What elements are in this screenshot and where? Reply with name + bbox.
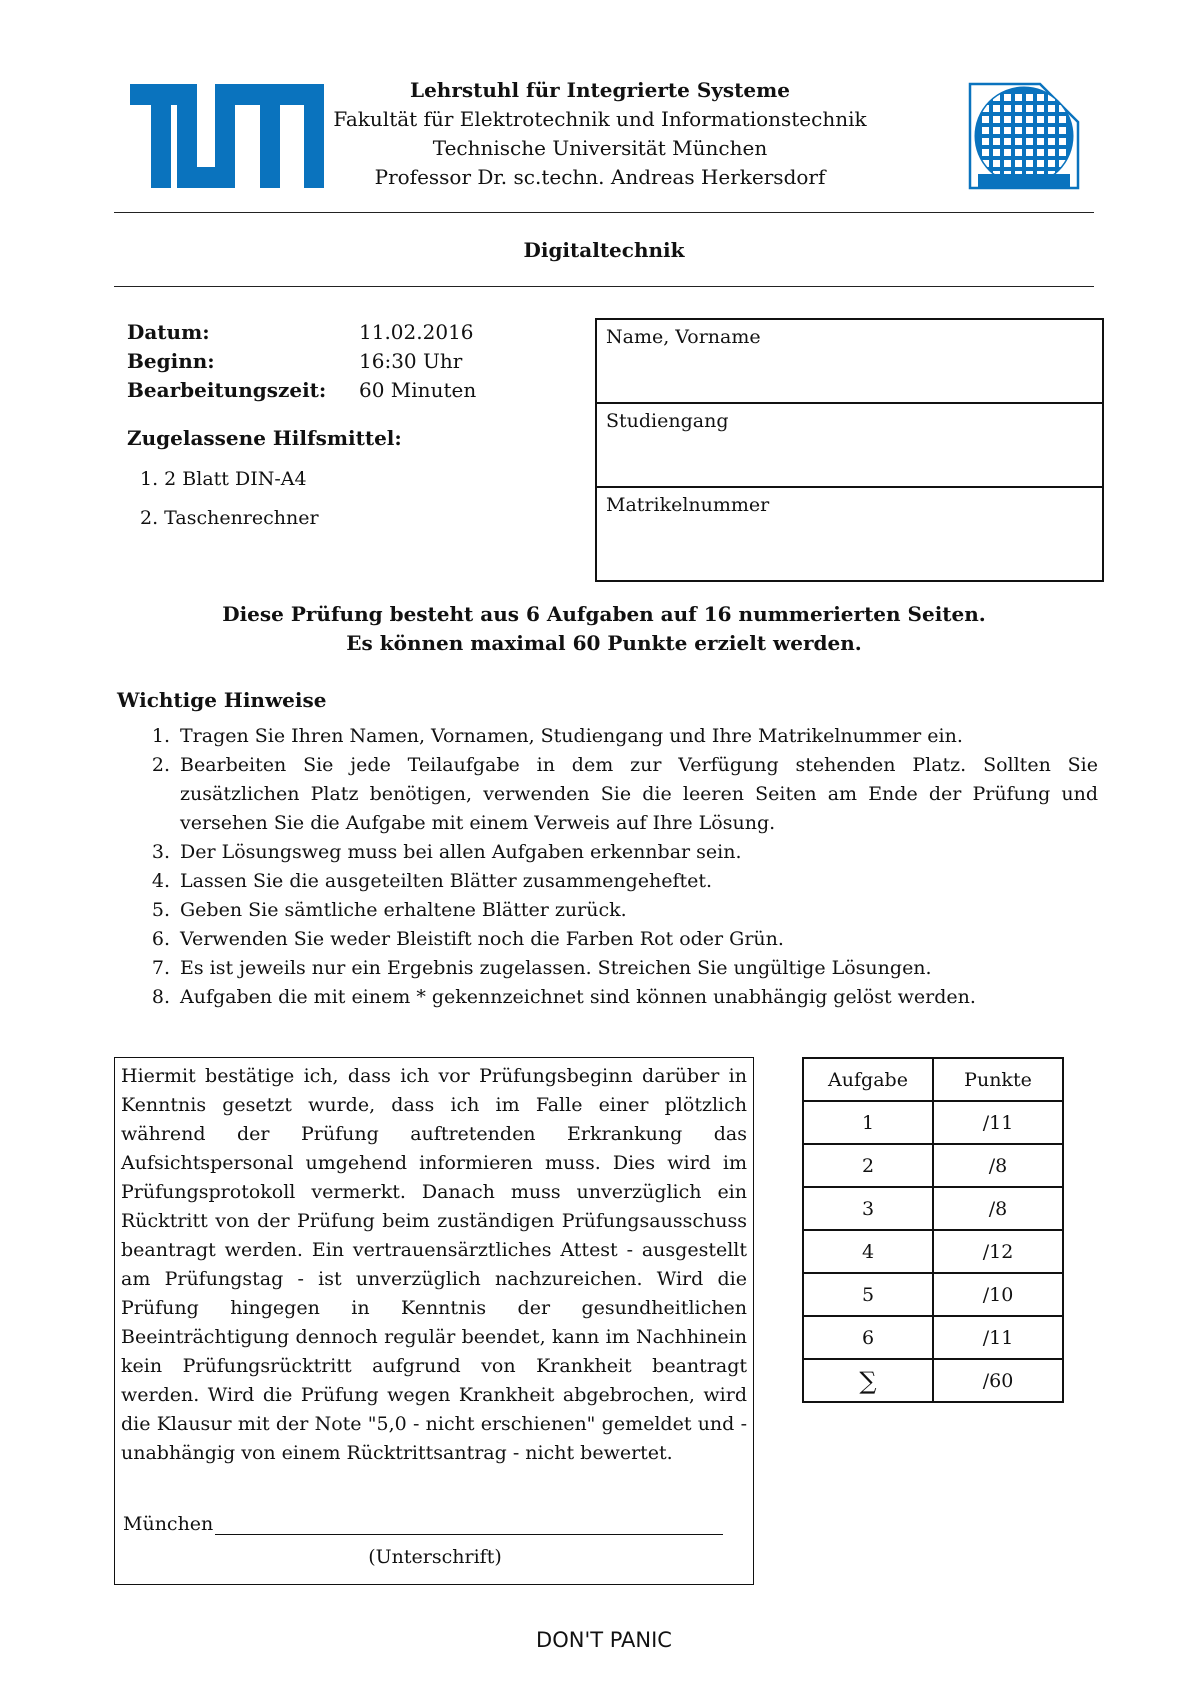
- points-cell[interactable]: /11: [933, 1101, 1063, 1144]
- wafer-die: [1004, 127, 1011, 134]
- wafer-die: [1004, 149, 1011, 156]
- matriculation-field-label: Matrikelnummer: [606, 494, 770, 516]
- summary-line: Es können maximal 60 Punkte erzielt werden.: [346, 631, 862, 655]
- list-text: Geben Sie sämtliche erhaltene Blätter zurück.: [180, 899, 627, 921]
- wafer-die: [1037, 94, 1044, 101]
- wafer-die: [1048, 105, 1055, 112]
- wafer-die: [1026, 116, 1033, 123]
- list-item: [130, 896, 1098, 925]
- wafer-die: [1015, 94, 1022, 101]
- list-item: [130, 983, 1098, 1012]
- declaration-text: Hiermit bestätige ich, dass ich vor Prüfungsbeginn darüber in Kenntnis gesetzt wurde, dass ich im Falle einer plötzlich während der Prüfung auftretenden Erkrankung das Aufsichtspersonal umgehend informieren muss. Dies wird im Prüfungsprotokoll vermerkt. Danach muss unverzüglich ein Rücktritt von der Prüfung beim zuständigen Prüfungsausschuss beantragt werden. Ein vertrauensärztliches Attest - ausgestellt am Prüfungstag - ist unverzüglich nachzureichen. Wird die Prüfung hingegen in Kenntnis der gesundheitlichen Beeinträchtigung dennoch regulär beendet, kann im Nachhinein kein Prüfungsrücktritt aufgrund von Krankheit beantragt werden. Wird die Prüfung wegen Krankheit abgebrochen, wird die Klausur mit der Note "5,0 - nicht erschienen" gemeldet und - unabhängig von einem Rücktrittsantrag - nicht bewertet.: [121, 1065, 747, 1464]
- wafer-die: [1026, 105, 1033, 112]
- wafer-die: [1059, 94, 1066, 101]
- task-cell: 4: [803, 1230, 933, 1273]
- column-header: Aufgabe: [803, 1058, 933, 1101]
- wafer-die: [993, 127, 1000, 134]
- points-cell[interactable]: /8: [933, 1144, 1063, 1187]
- professor-name: Professor Dr. sc.techn. Andreas Herkersdorf: [374, 165, 826, 189]
- summary-line: Diese Prüfung besteht aus 6 Aufgaben auf 16 nummerierten Seiten.: [222, 602, 986, 626]
- signature-city: München: [123, 1513, 214, 1535]
- wafer-die: [1059, 149, 1066, 156]
- signature-field[interactable]: [215, 1510, 723, 1535]
- program-field-label: Studiengang: [606, 410, 729, 432]
- score-table: [802, 1057, 1064, 1403]
- wafer-die: [982, 94, 989, 101]
- list-item: [130, 925, 1098, 954]
- wafer-die: [982, 138, 989, 145]
- list-item: [130, 954, 1098, 983]
- wafer-die: [982, 149, 989, 156]
- list-text: Bearbeiten Sie jede Teilaufgabe in dem zur Verfügung stehenden Platz. Sollten Sie zusätzlichen Platz benötigen, verwenden Sie die leeren Seiten am Ende der Prüfung und versehen Sie die Aufgabe mit einem Verweis auf Ihre Lösung.: [180, 754, 1098, 834]
- table-row: [803, 1316, 1063, 1359]
- aids-item: 1. 2 Blatt DIN-A4: [140, 468, 307, 490]
- task-cell: 6: [803, 1316, 933, 1359]
- start-label: Beginn:: [127, 349, 215, 373]
- wafer-die: [1037, 149, 1044, 156]
- wafer-die: [1026, 160, 1033, 167]
- task-cell: 5: [803, 1273, 933, 1316]
- chair-name: Lehrstuhl für Integrierte Systeme: [410, 78, 790, 102]
- signature-caption: (Unterschrift): [368, 1546, 502, 1568]
- points-cell[interactable]: /8: [933, 1187, 1063, 1230]
- list-number: 5.: [151, 899, 170, 921]
- list-number: 8.: [151, 986, 170, 1008]
- table-row: [803, 1144, 1063, 1187]
- duration-label: Bearbeitungszeit:: [127, 378, 327, 402]
- list-number: 4.: [151, 870, 170, 892]
- wafer-die: [1026, 149, 1033, 156]
- name-field-label: Name, Vorname: [606, 326, 761, 348]
- duration-value: 60 Minuten: [359, 378, 477, 402]
- list-text: Verwenden Sie weder Bleistift noch die Farben Rot oder Grün.: [180, 928, 784, 950]
- start-value: 16:30 Uhr: [359, 349, 463, 373]
- aids-item: 2. Taschenrechner: [140, 507, 319, 529]
- wafer-die: [1048, 116, 1055, 123]
- exam-summary: [114, 600, 1094, 658]
- points-cell[interactable]: /10: [933, 1273, 1063, 1316]
- wafer-die: [1015, 105, 1022, 112]
- wafer-die: [993, 149, 1000, 156]
- list-item: [130, 722, 1098, 751]
- declaration-box: [114, 1057, 754, 1585]
- university-name: Technische Universität München: [432, 136, 768, 160]
- wafer-die: [1037, 105, 1044, 112]
- points-cell[interactable]: /12: [933, 1230, 1063, 1273]
- wafer-die: [1048, 127, 1055, 134]
- wafer-die: [982, 127, 989, 134]
- wafer-die: [1037, 138, 1044, 145]
- points-cell[interactable]: /60: [933, 1359, 1063, 1402]
- wafer-die: [993, 105, 1000, 112]
- sum-icon: ∑: [803, 1359, 933, 1402]
- wafer-die: [1048, 149, 1055, 156]
- instructions-list: [130, 722, 1098, 1012]
- wafer-die: [1037, 127, 1044, 134]
- faculty-name: Fakultät für Elektrotechnik und Informationstechnik: [333, 107, 867, 131]
- wafer-die: [1037, 116, 1044, 123]
- table-header-row: [803, 1058, 1063, 1101]
- wafer-die: [993, 116, 1000, 123]
- wafer-die: [993, 138, 1000, 145]
- wafer-die: [1026, 127, 1033, 134]
- instructions-title: Wichtige Hinweise: [117, 688, 327, 712]
- wafer-die: [1004, 160, 1011, 167]
- table-row: [803, 1101, 1063, 1144]
- course-title: Digitaltechnik: [523, 238, 685, 262]
- list-text: Aufgaben die mit einem * gekennzeichnet sind können unabhängig gelöst werden.: [180, 986, 976, 1008]
- footer-text: DON'T PANIC: [536, 1628, 672, 1652]
- header-block: [300, 76, 900, 192]
- points-cell[interactable]: /11: [933, 1316, 1063, 1359]
- tum-logo: [130, 84, 324, 188]
- wafer-die: [1004, 94, 1011, 101]
- date-value: 11.02.2016: [359, 320, 474, 344]
- divider: [114, 212, 1094, 213]
- list-number: 1.: [151, 725, 170, 747]
- list-text: Der Lösungsweg muss bei allen Aufgaben erkennbar sein.: [180, 841, 742, 863]
- wafer-die: [1015, 116, 1022, 123]
- wafer-die: [1015, 138, 1022, 145]
- table-row: [803, 1273, 1063, 1316]
- aids-list: [140, 460, 319, 538]
- wafer-die: [1015, 127, 1022, 134]
- wafer-die: [1015, 149, 1022, 156]
- task-cell: 1: [803, 1101, 933, 1144]
- wafer-die: [1048, 138, 1055, 145]
- wafer-die: [982, 116, 989, 123]
- table-row: [803, 1230, 1063, 1273]
- wafer-die: [1048, 160, 1055, 167]
- list-item: [130, 838, 1098, 867]
- wafer-die: [1015, 160, 1022, 167]
- wafer-die: [993, 160, 1000, 167]
- list-text: Lassen Sie die ausgeteilten Blätter zusammengeheftet.: [180, 870, 713, 892]
- wafer-die: [1026, 138, 1033, 145]
- student-info-box: [595, 318, 1104, 582]
- wafer-die: [1059, 116, 1066, 123]
- signature-line: [123, 1510, 723, 1535]
- list-number: 2.: [151, 754, 170, 776]
- aids-title: Zugelassene Hilfsmittel:: [127, 426, 402, 450]
- list-text: Es ist jeweils nur ein Ergebnis zugelassen. Streichen Sie ungültige Lösungen.: [180, 957, 932, 979]
- column-header: Punkte: [933, 1058, 1063, 1101]
- list-item: [130, 751, 1098, 838]
- divider: [114, 286, 1094, 287]
- wafer-die: [1037, 160, 1044, 167]
- wafer-die: [1026, 94, 1033, 101]
- wafer-die: [1059, 127, 1066, 134]
- table-row: [803, 1359, 1063, 1402]
- list-text: Tragen Sie Ihren Namen, Vornamen, Studiengang und Ihre Matrikelnummer ein.: [180, 725, 963, 747]
- list-number: 6.: [151, 928, 170, 950]
- date-label: Datum:: [127, 320, 210, 344]
- list-number: 3.: [151, 841, 170, 863]
- wafer-die: [1004, 105, 1011, 112]
- lis-wafer-logo: [968, 82, 1080, 190]
- list-item: [130, 867, 1098, 896]
- task-cell: 2: [803, 1144, 933, 1187]
- matriculation-field[interactable]: [597, 488, 1102, 572]
- table-row: [803, 1187, 1063, 1230]
- exam-info: [127, 318, 476, 405]
- task-cell: 3: [803, 1187, 933, 1230]
- wafer-die: [1004, 138, 1011, 145]
- wafer-die: [1004, 116, 1011, 123]
- name-field[interactable]: [597, 320, 1102, 404]
- wafer-die: [1059, 138, 1066, 145]
- program-field[interactable]: [597, 404, 1102, 488]
- list-number: 7.: [151, 957, 170, 979]
